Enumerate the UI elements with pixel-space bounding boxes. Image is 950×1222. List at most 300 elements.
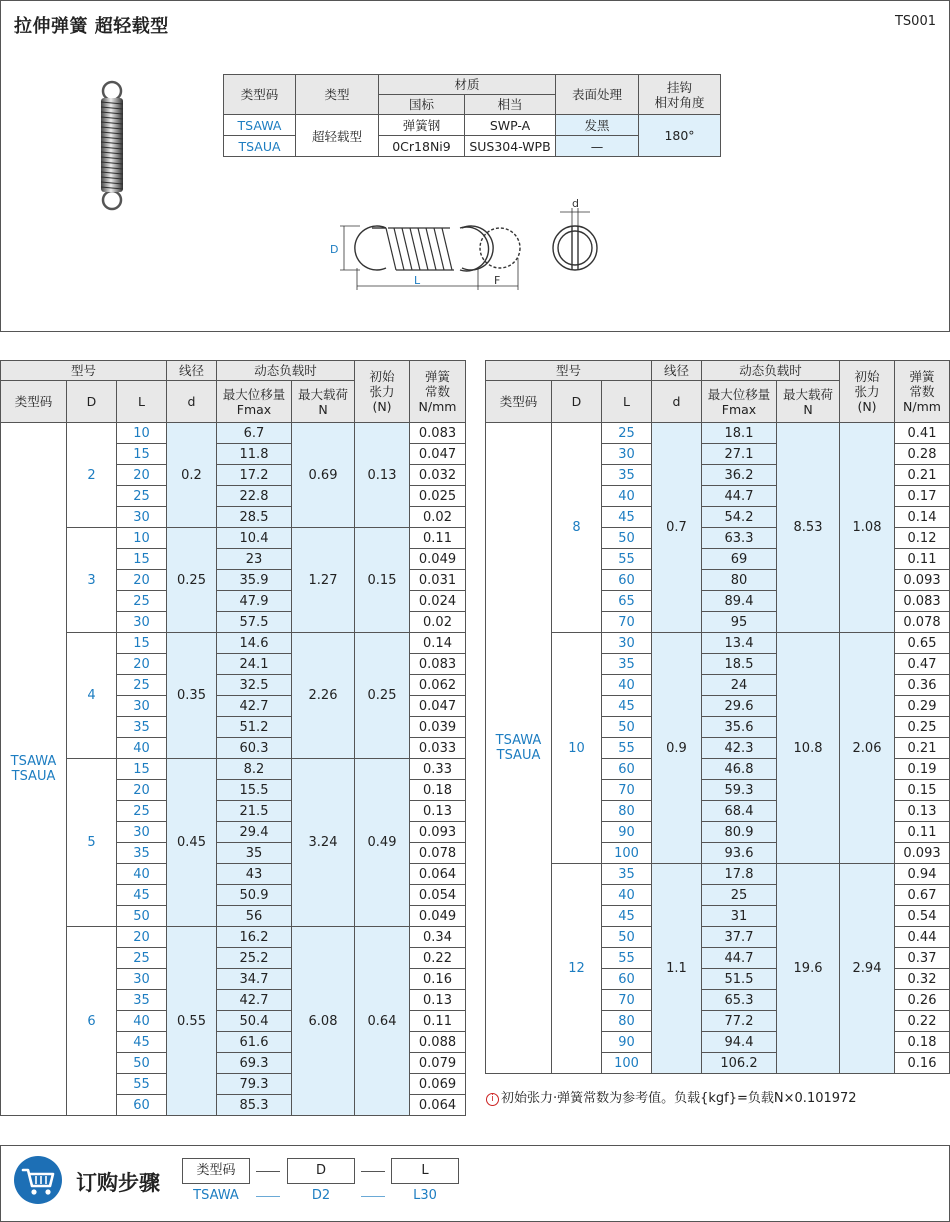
- max-displacement: 50.4: [217, 1011, 292, 1032]
- header-type-code: 类型码: [224, 75, 296, 115]
- max-displacement: 21.5: [217, 801, 292, 822]
- length-L: 25: [117, 948, 167, 969]
- max-load: 0.69: [292, 423, 355, 528]
- spring-rate: 0.18: [895, 1032, 950, 1053]
- max-displacement: 17.8: [702, 864, 777, 885]
- max-displacement: 25: [702, 885, 777, 906]
- max-displacement: 16.2: [217, 927, 292, 948]
- header-hook-angle: [639, 75, 721, 115]
- length-L: 100: [602, 1053, 652, 1074]
- max-displacement: 25.2: [217, 948, 292, 969]
- spring-rate: 0.064: [410, 864, 466, 885]
- dim-d: d: [572, 198, 579, 210]
- spring-rate: 0.14: [895, 507, 950, 528]
- spring-rate: 0.32: [895, 969, 950, 990]
- spring-rate: 0.15: [895, 780, 950, 801]
- length-L: 50: [602, 528, 652, 549]
- max-load: 10.8: [777, 633, 840, 864]
- length-L: 65: [602, 591, 652, 612]
- wire-d: 0.9: [652, 633, 702, 864]
- header-rate-l2: 常数: [425, 384, 451, 399]
- max-displacement: 93.6: [702, 843, 777, 864]
- length-L: 40: [117, 1011, 167, 1032]
- spring-rate: 0.047: [410, 696, 466, 717]
- spring-rate: 0.11: [410, 1011, 466, 1032]
- material-surface: 发黑: [556, 115, 639, 136]
- spring-rate: 0.02: [410, 507, 466, 528]
- header-hook-line2: 相对角度: [654, 94, 705, 110]
- step-L: L: [391, 1158, 459, 1184]
- spring-rate: 0.13: [410, 801, 466, 822]
- spring-rate: 0.02: [410, 612, 466, 633]
- header-model: 型号: [1, 361, 167, 381]
- length-L: 40: [117, 864, 167, 885]
- header-maxload-l1: 最大载荷: [298, 386, 349, 402]
- note-text: 初始张力·弹簧常数为参考值。负载{kgf}=负载N×0.101972: [501, 1091, 857, 1106]
- max-displacement: 50.9: [217, 885, 292, 906]
- max-displacement: 80.9: [702, 822, 777, 843]
- length-L: 50: [602, 927, 652, 948]
- length-L: 25: [117, 591, 167, 612]
- initial-tension: 0.15: [355, 528, 410, 633]
- max-displacement: 69.3: [217, 1053, 292, 1074]
- header-max-disp: [702, 381, 777, 423]
- page-code: TS001: [894, 14, 936, 29]
- length-L: 30: [117, 612, 167, 633]
- diameter-D: 3: [67, 528, 117, 633]
- header-D: D: [67, 381, 117, 423]
- length-L: 25: [117, 801, 167, 822]
- max-displacement: 34.7: [217, 969, 292, 990]
- example-D: D2: [311, 1188, 331, 1203]
- max-displacement: 61.6: [217, 1032, 292, 1053]
- length-L: 20: [117, 465, 167, 486]
- max-displacement: 35.6: [702, 717, 777, 738]
- type-code-cell: [1, 423, 67, 1116]
- initial-tension: 0.25: [355, 633, 410, 759]
- spring-rate: 0.11: [895, 549, 950, 570]
- spring-rate: 0.031: [410, 570, 466, 591]
- max-displacement: 11.8: [217, 444, 292, 465]
- max-displacement: 47.9: [217, 591, 292, 612]
- header-max-load: [777, 381, 840, 423]
- table-row: [1, 633, 466, 654]
- initial-tension: 0.64: [355, 927, 410, 1116]
- max-displacement: 10.4: [217, 528, 292, 549]
- length-L: 90: [602, 1032, 652, 1053]
- info-icon: i: [486, 1093, 499, 1106]
- length-L: 40: [602, 885, 652, 906]
- wire-d: 1.1: [652, 864, 702, 1074]
- header-dynamic: 动态负载时: [702, 361, 840, 381]
- max-displacement: 6.7: [217, 423, 292, 444]
- spring-rate: 0.26: [895, 990, 950, 1011]
- header-rate-l3: N/mm: [903, 399, 941, 414]
- diameter-D: 8: [552, 423, 602, 633]
- spring-rate: 0.025: [410, 486, 466, 507]
- max-displacement: 8.2: [217, 759, 292, 780]
- length-L: 30: [117, 507, 167, 528]
- material-gb: 0Cr18Ni9: [379, 136, 465, 157]
- spring-rate: 0.093: [410, 822, 466, 843]
- spring-rate: 0.049: [410, 549, 466, 570]
- length-L: 50: [117, 1053, 167, 1074]
- spring-rate: 0.13: [895, 801, 950, 822]
- material-equiv: SUS304-WPB: [465, 136, 556, 157]
- type-code-cell: [486, 423, 552, 1074]
- max-displacement: 85.3: [217, 1095, 292, 1116]
- spring-rate: 0.44: [895, 927, 950, 948]
- reference-note: [486, 1087, 857, 1106]
- example-L: L30: [413, 1188, 437, 1203]
- max-displacement: 51.5: [702, 969, 777, 990]
- spring-rate: 0.16: [895, 1053, 950, 1074]
- spring-rate: 0.049: [410, 906, 466, 927]
- max-load: 2.26: [292, 633, 355, 759]
- wire-d: 0.35: [167, 633, 217, 759]
- header-spring-rate: [410, 361, 466, 423]
- length-L: 10: [117, 528, 167, 549]
- length-L: 35: [117, 843, 167, 864]
- header-maxdisp-l1: 最大位移量: [707, 386, 771, 402]
- step-D: D: [287, 1158, 355, 1184]
- header-initial-tension: [840, 361, 895, 423]
- example-dash: [361, 1196, 385, 1197]
- spring-rate: 0.19: [895, 759, 950, 780]
- spring-rate: 0.033: [410, 738, 466, 759]
- length-L: 60: [117, 1095, 167, 1116]
- spring-rate: 0.67: [895, 885, 950, 906]
- material-surface: —: [556, 136, 639, 157]
- table-row: [486, 864, 950, 885]
- spring-rate: 0.064: [410, 1095, 466, 1116]
- spring-rate: 0.12: [895, 528, 950, 549]
- length-L: 25: [602, 423, 652, 444]
- max-displacement: 15.5: [217, 780, 292, 801]
- header-maxload-l2: N: [803, 401, 813, 417]
- spring-rate: 0.093: [895, 843, 950, 864]
- length-L: 30: [602, 633, 652, 654]
- max-displacement: 106.2: [702, 1053, 777, 1074]
- spring-rate: 0.069: [410, 1074, 466, 1095]
- max-displacement: 29.4: [217, 822, 292, 843]
- spring-rate: 0.28: [895, 444, 950, 465]
- header-maxload-l2: N: [318, 401, 328, 417]
- type-code: TSAWA: [10, 754, 57, 769]
- spring-rate: 0.024: [410, 591, 466, 612]
- spring-rate: 0.25: [895, 717, 950, 738]
- max-displacement: 69: [702, 549, 777, 570]
- header-maxdisp-l2: Fmax: [721, 401, 757, 417]
- length-L: 55: [602, 549, 652, 570]
- length-L: 45: [602, 906, 652, 927]
- length-L: 70: [602, 612, 652, 633]
- length-L: 90: [602, 822, 652, 843]
- max-load: 19.6: [777, 864, 840, 1074]
- wire-d: 0.55: [167, 927, 217, 1116]
- step-dash: [256, 1171, 280, 1172]
- length-L: 20: [117, 654, 167, 675]
- max-displacement: 22.8: [217, 486, 292, 507]
- length-L: 35: [117, 990, 167, 1011]
- header-initial-l1: 初始: [854, 369, 880, 384]
- length-L: 45: [117, 885, 167, 906]
- diameter-D: 5: [67, 759, 117, 927]
- max-displacement: 44.7: [702, 948, 777, 969]
- diameter-D: 2: [67, 423, 117, 528]
- wire-d: 0.7: [652, 423, 702, 633]
- dim-L: L: [414, 274, 421, 287]
- spring-rate: 0.22: [895, 1011, 950, 1032]
- initial-tension: 2.94: [840, 864, 895, 1074]
- max-displacement: 35: [217, 843, 292, 864]
- header-hook-line1: 挂钩: [666, 79, 692, 95]
- spring-rate: 0.047: [410, 444, 466, 465]
- table-row: [1, 528, 466, 549]
- spring-rate: 0.65: [895, 633, 950, 654]
- header-gb: 国标: [379, 95, 465, 115]
- spring-rate: 0.078: [410, 843, 466, 864]
- spring-rate: 0.33: [410, 759, 466, 780]
- max-displacement: 18.5: [702, 654, 777, 675]
- max-displacement: 24: [702, 675, 777, 696]
- diameter-D: 12: [552, 864, 602, 1074]
- spring-rate: 0.078: [895, 612, 950, 633]
- type-code: TSAWA: [495, 733, 542, 748]
- step-type-code: 类型码: [182, 1158, 250, 1184]
- example-dash: [256, 1196, 280, 1197]
- spring-rate: 0.41: [895, 423, 950, 444]
- header-equiv: 相当: [465, 95, 556, 115]
- table-row: [1, 423, 466, 444]
- max-displacement: 57.5: [217, 612, 292, 633]
- length-L: 35: [602, 465, 652, 486]
- spring-rate: 0.21: [895, 738, 950, 759]
- max-displacement: 77.2: [702, 1011, 777, 1032]
- header-initial-l3: (N): [857, 399, 877, 414]
- dim-F: F: [494, 274, 501, 287]
- dim-D: D: [330, 243, 339, 256]
- length-L: 30: [117, 969, 167, 990]
- cart-icon: [14, 1156, 62, 1204]
- spring-rate: 0.34: [410, 927, 466, 948]
- max-displacement: 95: [702, 612, 777, 633]
- header-material: 材质: [379, 75, 556, 95]
- header-d: d: [652, 381, 702, 423]
- length-L: 45: [117, 1032, 167, 1053]
- max-displacement: 32.5: [217, 675, 292, 696]
- length-L: 30: [117, 696, 167, 717]
- max-displacement: 36.2: [702, 465, 777, 486]
- spring-rate: 0.54: [895, 906, 950, 927]
- spring-rate: 0.13: [410, 990, 466, 1011]
- max-displacement: 27.1: [702, 444, 777, 465]
- length-L: 60: [602, 759, 652, 780]
- initial-tension: 2.06: [840, 633, 895, 864]
- max-displacement: 60.3: [217, 738, 292, 759]
- header-type-code: 类型码: [1, 381, 67, 423]
- length-L: 25: [117, 486, 167, 507]
- length-L: 10: [117, 423, 167, 444]
- initial-tension: 1.08: [840, 423, 895, 633]
- material-code: TSAWA: [224, 115, 296, 136]
- header-rate-l3: N/mm: [418, 399, 457, 414]
- spring-rate: 0.093: [895, 570, 950, 591]
- spring-rate: 0.088: [410, 1032, 466, 1053]
- max-displacement: 17.2: [217, 465, 292, 486]
- example-type-code: TSAWA: [193, 1188, 239, 1203]
- max-load: 6.08: [292, 927, 355, 1116]
- spring-rate: 0.039: [410, 717, 466, 738]
- initial-tension: 0.49: [355, 759, 410, 927]
- spring-rate: 0.18: [410, 780, 466, 801]
- max-displacement: 68.4: [702, 801, 777, 822]
- max-displacement: 37.7: [702, 927, 777, 948]
- spring-rate: 0.054: [410, 885, 466, 906]
- wire-d: 0.45: [167, 759, 217, 927]
- max-displacement: 80: [702, 570, 777, 591]
- hook-angle: 180°: [639, 115, 721, 157]
- max-load: 1.27: [292, 528, 355, 633]
- material-type: 超轻载型: [296, 115, 379, 157]
- length-L: 60: [602, 969, 652, 990]
- max-displacement: 56: [217, 906, 292, 927]
- length-L: 20: [117, 927, 167, 948]
- material-code: TSAUA: [224, 136, 296, 157]
- length-L: 80: [602, 1011, 652, 1032]
- spec-table-left: [0, 360, 466, 1116]
- header-L: L: [602, 381, 652, 423]
- spring-rate: 0.11: [895, 822, 950, 843]
- table-row: [1, 759, 466, 780]
- header-type: 类型: [296, 75, 379, 115]
- length-L: 15: [117, 444, 167, 465]
- max-displacement: 63.3: [702, 528, 777, 549]
- max-displacement: 43: [217, 864, 292, 885]
- spring-rate: 0.083: [410, 423, 466, 444]
- diameter-D: 6: [67, 927, 117, 1116]
- max-displacement: 29.6: [702, 696, 777, 717]
- spring-rate: 0.14: [410, 633, 466, 654]
- header-maxdisp-l2: Fmax: [236, 401, 272, 417]
- spec-table-right: [485, 360, 950, 1074]
- spring-rate: 0.36: [895, 675, 950, 696]
- length-L: 80: [602, 801, 652, 822]
- max-displacement: 94.4: [702, 1032, 777, 1053]
- header-maxload-l1: 最大载荷: [783, 386, 834, 402]
- header-dynamic: 动态负载时: [217, 361, 355, 381]
- length-L: 40: [117, 738, 167, 759]
- max-load: 3.24: [292, 759, 355, 927]
- header-wire: 线径: [652, 361, 702, 381]
- material-gb: 弹簧钢: [379, 115, 465, 136]
- spring-rate: 0.21: [895, 465, 950, 486]
- header-rate-l1: 弹簧: [425, 369, 451, 384]
- spring-rate: 0.032: [410, 465, 466, 486]
- diameter-D: 10: [552, 633, 602, 864]
- max-displacement: 44.7: [702, 486, 777, 507]
- max-displacement: 42.3: [702, 738, 777, 759]
- spring-rate: 0.29: [895, 696, 950, 717]
- spring-photo: [90, 76, 136, 216]
- max-displacement: 35.9: [217, 570, 292, 591]
- spring-rate: 0.22: [410, 948, 466, 969]
- spring-rate: 0.11: [410, 528, 466, 549]
- length-L: 35: [602, 654, 652, 675]
- header-rate-l2: 常数: [909, 384, 935, 399]
- header-model: 型号: [486, 361, 652, 381]
- spring-rate: 0.083: [895, 591, 950, 612]
- length-L: 15: [117, 759, 167, 780]
- max-displacement: 14.6: [217, 633, 292, 654]
- max-displacement: 89.4: [702, 591, 777, 612]
- spring-rate: 0.062: [410, 675, 466, 696]
- max-displacement: 24.1: [217, 654, 292, 675]
- spring-rate: 0.079: [410, 1053, 466, 1074]
- length-L: 55: [117, 1074, 167, 1095]
- header-maxdisp-l1: 最大位移量: [222, 386, 286, 402]
- header-max-disp: [217, 381, 292, 423]
- material-equiv: SWP-A: [465, 115, 556, 136]
- length-L: 30: [602, 444, 652, 465]
- length-L: 15: [117, 549, 167, 570]
- length-L: 40: [602, 486, 652, 507]
- initial-tension: 0.13: [355, 423, 410, 528]
- header-initial-l2: 张力: [854, 384, 880, 399]
- length-L: 20: [117, 570, 167, 591]
- length-L: 35: [602, 864, 652, 885]
- header-rate-l1: 弹簧: [909, 369, 935, 384]
- max-displacement: 42.7: [217, 696, 292, 717]
- type-code: TSAUA: [496, 748, 541, 763]
- length-L: 50: [602, 717, 652, 738]
- length-L: 30: [117, 822, 167, 843]
- spring-rate: 0.083: [410, 654, 466, 675]
- max-displacement: 59.3: [702, 780, 777, 801]
- length-L: 100: [602, 843, 652, 864]
- length-L: 70: [602, 990, 652, 1011]
- header-initial-tension: [355, 361, 410, 423]
- max-displacement: 13.4: [702, 633, 777, 654]
- header-type-code: 类型码: [486, 381, 552, 423]
- header-D: D: [552, 381, 602, 423]
- max-displacement: 65.3: [702, 990, 777, 1011]
- length-L: 20: [117, 780, 167, 801]
- max-displacement: 42.7: [217, 990, 292, 1011]
- header-initial-l1: 初始: [369, 369, 395, 384]
- header-initial-l3: (N): [372, 399, 392, 414]
- length-L: 60: [602, 570, 652, 591]
- header-spring-rate: [895, 361, 950, 423]
- length-L: 15: [117, 633, 167, 654]
- table-row: [1, 927, 466, 948]
- length-L: 55: [602, 948, 652, 969]
- spring-rate: 0.17: [895, 486, 950, 507]
- page-title: 拉伸弹簧 超轻载型: [14, 16, 169, 37]
- length-L: 55: [602, 738, 652, 759]
- length-L: 45: [602, 696, 652, 717]
- length-L: 40: [602, 675, 652, 696]
- max-displacement: 23: [217, 549, 292, 570]
- max-displacement: 54.2: [702, 507, 777, 528]
- length-L: 45: [602, 507, 652, 528]
- length-L: 70: [602, 780, 652, 801]
- spring-rate: 0.47: [895, 654, 950, 675]
- table-row: [486, 423, 950, 444]
- header-max-load: [292, 381, 355, 423]
- length-L: 25: [117, 675, 167, 696]
- spring-rate: 0.37: [895, 948, 950, 969]
